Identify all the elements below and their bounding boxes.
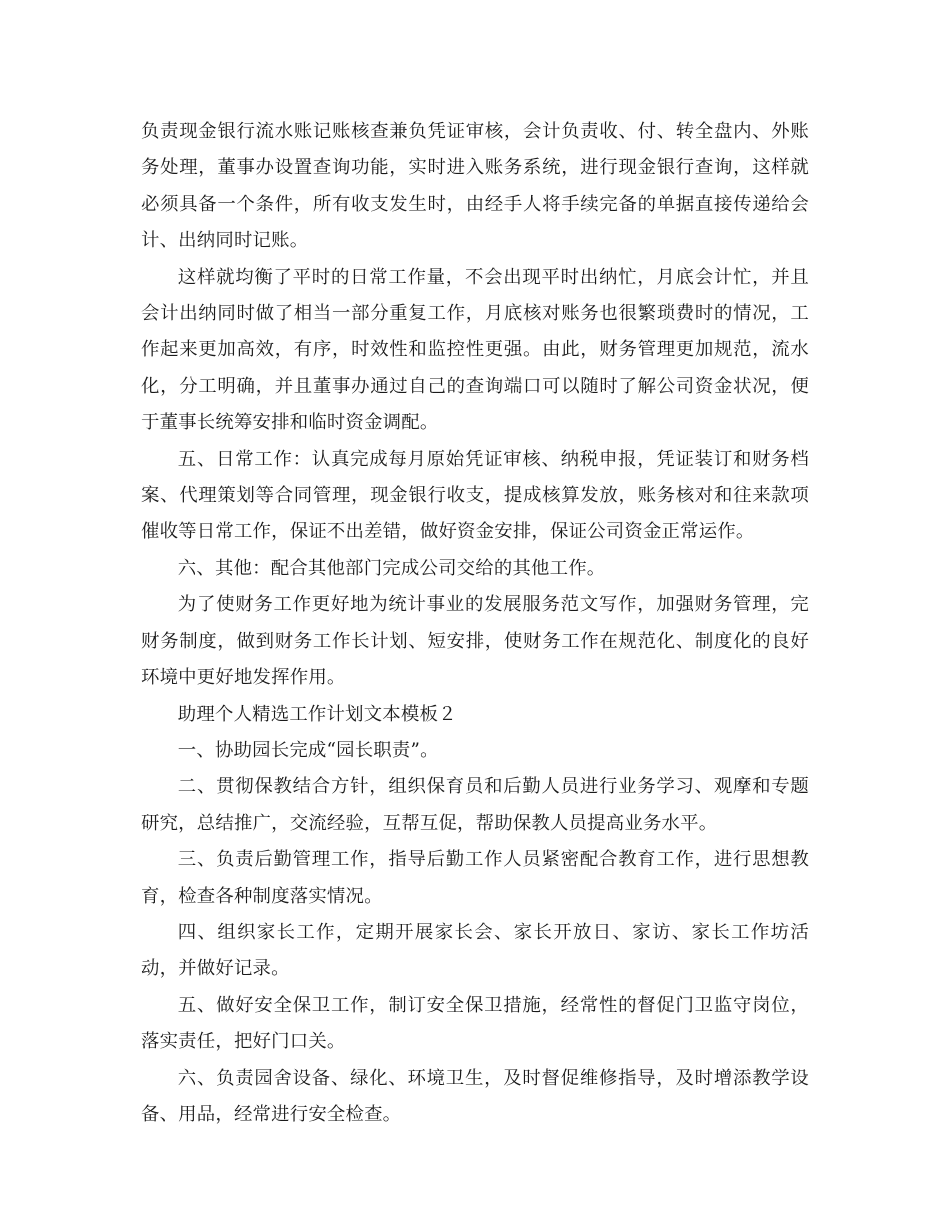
list-item-assist-director: 一、协助园长完成“园长职责”。 (177, 739, 439, 761)
paragraph-workload-balance: 这样就均衡了平时的日常工作量，不会出现平时出纳忙，月底会计忙，并且会计出纳同时做了相当一部分重复工作，月底核对账务也很繁琐费时的情况，工作起来更加高效，有序，时效性和监控性更强。由此，财务管理更加规范，流水化，分工明确，并且董事办通过自己的查询端口可以随时了解公司资金状况，便于董事长统筹安排和临时资金调配。 (141, 266, 809, 434)
list-item-parent-work: 四、组织家长工作，定期开展家长会、家长开放日、家访、家长工作坊活动，并做好记录。 (141, 921, 809, 980)
paragraph-daily-work: 五、日常工作：认真完成每月原始凭证审核、纳税申报，凭证装订和财务档案、代理策划等合同管理，现金银行收支，提成核算发放，账务核对和往来款项催收等日常工作，保证不出差错，做好资金安排，保证公司资金正常运作。 (141, 448, 809, 543)
paragraph-finance-goal: 为了使财务工作更好地为统计事业的发展服务范文写作，加强财务管理，完财务制度，做到财务工作长计划、短安排，使财务工作在规范化、制度化的良好环境中更好地发挥作用。 (141, 594, 809, 689)
list-item-security-work: 五、做好安全保卫工作，制订安全保卫措施，经常性的督促门卫监守岗位，落实责任，把好门口关。 (141, 994, 809, 1053)
section-title-template-2: 助理个人精选工作计划文本模板２ (177, 703, 457, 725)
paragraph-other-work: 六、其他：配合其他部门完成公司交给的其他工作。 (177, 557, 606, 579)
list-item-education-policy: 二、贯彻保教结合方针，组织保育员和后勤人员进行业务学习、观摩和专题研究，总结推广，交流经验，互帮互促，帮助保教人员提高业务水平。 (141, 776, 809, 834)
document-body (141, 114, 809, 1133)
list-item-logistics-management: 三、负责后勤管理工作，指导后勤工作人员紧密配合教育工作，进行思想教育，检查各种制度落实情况。 (141, 849, 809, 907)
paragraph-cash-bank-duties: 负责现金银行流水账记账核查兼负凭证审核，会计负责收、付、转全盘内、外账务处理，董事办设置查询功能，实时进入账务系统，进行现金银行查询，这样就必须具备一个条件，所有收支发生时，由经手人将手续完备的单据直接传递给会计、出纳同时记账。 (141, 121, 809, 252)
list-item-facilities: 六、负责园舍设备、绿化、环境卫生，及时督促维修指导，及时增添教学设备、用品，经常进行安全检查。 (141, 1067, 809, 1125)
